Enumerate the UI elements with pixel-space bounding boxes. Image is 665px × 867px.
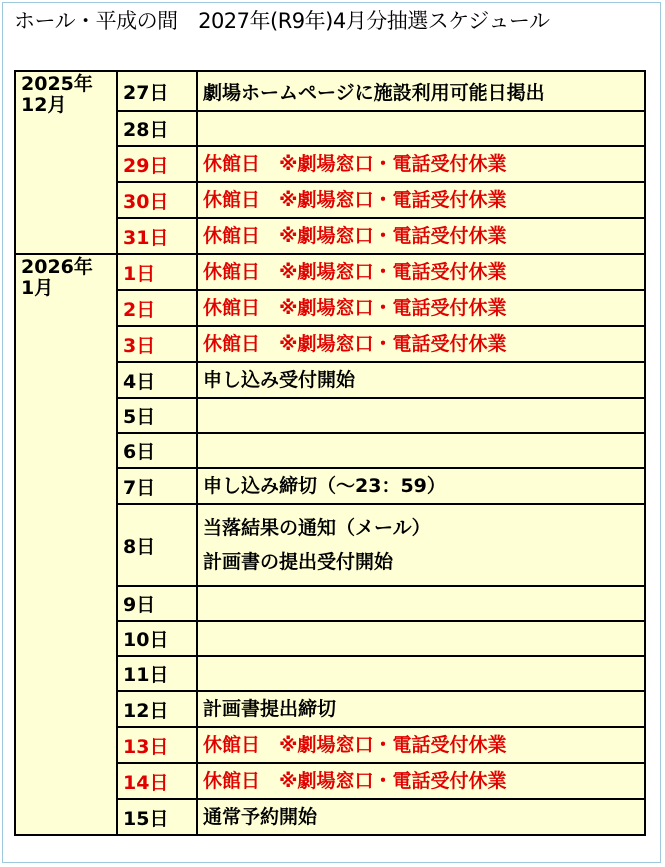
event-text: 休館日 ※劇場窓口・電話受付休業: [203, 261, 507, 283]
event-text: 申し込み締切（～23：59）: [203, 475, 446, 497]
event-cell: [197, 362, 645, 398]
event-cell: [197, 290, 645, 326]
year-label: 2026年: [21, 256, 93, 278]
day-cell: 27日: [117, 71, 197, 111]
event-cell: [197, 691, 645, 727]
event-cell: [197, 504, 645, 586]
day-cell: 15日: [117, 799, 197, 835]
day-cell: 1日: [117, 254, 197, 290]
day-cell: 28日: [117, 111, 197, 146]
event-cell: [197, 326, 645, 362]
event-cell: [197, 433, 645, 468]
event-cell: [197, 398, 645, 433]
day-cell: 30日: [117, 182, 197, 218]
schedule-row: [15, 71, 645, 111]
day-cell: 11日: [117, 656, 197, 691]
event-text: 休館日 ※劇場窓口・電話受付休業: [203, 153, 507, 175]
day-cell: 13日: [117, 727, 197, 763]
event-text: 計画書の提出受付開始: [203, 551, 394, 573]
event-cell: [197, 727, 645, 763]
event-text: 休館日 ※劇場窓口・電話受付休業: [203, 734, 507, 756]
month-label: 12月: [21, 94, 67, 116]
day-cell: 14日: [117, 763, 197, 799]
month-cell: [15, 71, 117, 254]
day-cell: 9日: [117, 586, 197, 621]
year-label: 2025年: [21, 73, 93, 95]
day-cell: 5日: [117, 398, 197, 433]
event-text: 通常予約開始: [203, 806, 318, 828]
event-text: 計画書提出締切: [203, 698, 337, 720]
day-cell: 4日: [117, 362, 197, 398]
day-cell: 8日: [117, 504, 197, 586]
schedule-row: [15, 254, 645, 290]
event-text: 劇場ホームページに施設利用可能日掲出: [203, 82, 545, 104]
event-text: 休館日 ※劇場窓口・電話受付休業: [203, 297, 507, 319]
day-cell: 31日: [117, 218, 197, 254]
event-text: 休館日 ※劇場窓口・電話受付休業: [203, 189, 507, 211]
event-cell: [197, 586, 645, 621]
day-cell: 29日: [117, 146, 197, 182]
day-cell: 7日: [117, 468, 197, 504]
schedule-table: [14, 70, 646, 836]
event-cell: [197, 182, 645, 218]
event-text: 当落結果の通知（メール）: [203, 517, 431, 539]
event-cell: [197, 799, 645, 835]
month-cell: [15, 254, 117, 835]
event-cell: [197, 71, 645, 111]
event-cell: [197, 218, 645, 254]
event-text: 休館日 ※劇場窓口・電話受付休業: [203, 225, 507, 247]
event-cell: [197, 763, 645, 799]
event-cell: [197, 146, 645, 182]
event-cell: [197, 254, 645, 290]
event-cell: [197, 468, 645, 504]
day-cell: 6日: [117, 433, 197, 468]
schedule-table-body: [15, 71, 645, 835]
event-cell: [197, 656, 645, 691]
event-cell: [197, 111, 645, 146]
day-cell: 2日: [117, 290, 197, 326]
event-cell: [197, 621, 645, 656]
event-text: 休館日 ※劇場窓口・電話受付休業: [203, 333, 507, 355]
day-cell: 10日: [117, 621, 197, 656]
month-label: 1月: [21, 277, 54, 299]
event-text: 申し込み受付開始: [203, 369, 356, 391]
page-title: ホール・平成の間 2027年(R9年)4月分抽選スケジュール: [14, 9, 550, 33]
event-text: 休館日 ※劇場窓口・電話受付休業: [203, 770, 507, 792]
day-cell: 12日: [117, 691, 197, 727]
day-cell: 3日: [117, 326, 197, 362]
